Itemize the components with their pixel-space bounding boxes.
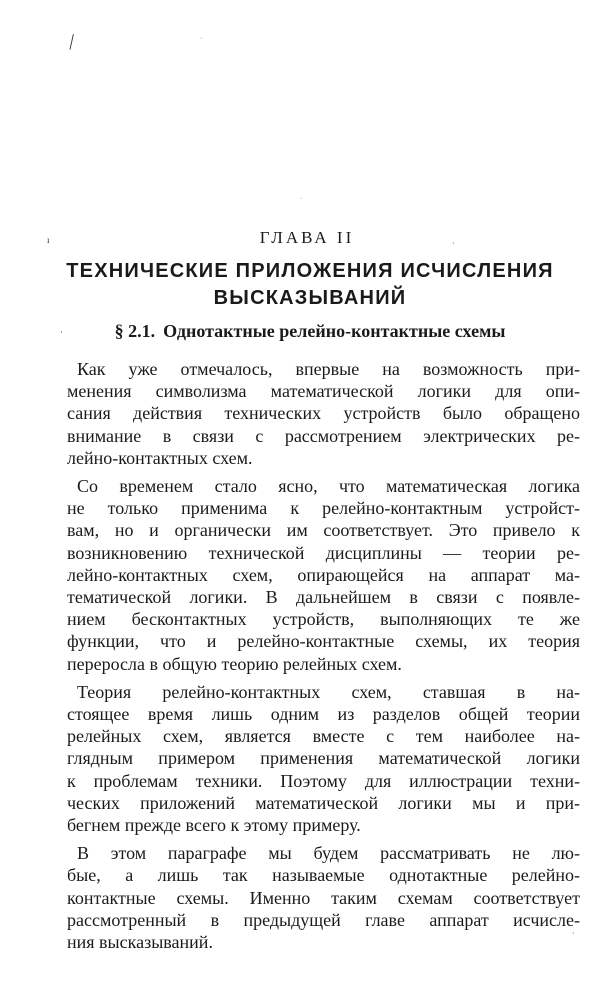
scan-speck: · <box>300 196 302 202</box>
text-line: лейно-контактных схем, опирающейся на аппарат ма- <box>67 564 580 585</box>
text-line: тематической логики. В дальнейшем в связи с появле- <box>67 587 580 608</box>
paragraph <box>67 358 580 469</box>
text-line: переросла в общую теорию релейных схем. <box>67 653 402 674</box>
text-line: возникновению технической дисциплины — теории ре- <box>67 542 580 563</box>
text-line: стоящее время лишь одним из разделов общей теории <box>67 704 580 725</box>
text-line: рассмотренный в предыдущей главе аппарат исчисле- <box>67 909 580 930</box>
text-line: ческих приложений математической логики мы и при- <box>67 792 580 813</box>
text-line: лейно-контактных схем. <box>67 447 253 468</box>
text-line: бегнем прежде всего к этому примеру. <box>67 815 361 836</box>
scan-speck: ı <box>47 235 50 245</box>
text-line: контактные схемы. Именно таким схемам соответствует <box>67 887 580 908</box>
text-line: вам, но и органически им соответствует. Это привело к <box>67 520 580 541</box>
section-heading <box>60 318 560 344</box>
section-title: Однотактные релейно-контактные схемы <box>163 321 506 341</box>
section-number: § 2.1. <box>114 321 156 341</box>
paragraph <box>67 475 580 675</box>
scan-speck: · <box>200 36 202 42</box>
text-line: Теория релейно-контактных схем, ставшая в на- <box>77 681 580 702</box>
scan-speck: · <box>452 239 455 248</box>
text-line: функции, что и релейно-контактные схемы, их теория <box>67 631 580 652</box>
text-line: Как уже отмечалось, впервые на возможность при- <box>77 359 580 379</box>
chapter-label: ГЛАВА II <box>259 228 355 247</box>
chapter-title-line: ВЫСКАЗЫВАНИЙ <box>213 287 407 309</box>
text-line: нием бесконтактных устройств, выполняющих те же <box>67 609 580 630</box>
text-line: внимание в связи с рассмотрением электрических ре- <box>67 425 580 446</box>
text-line: бые, а лишь так называемые однотактные релейно- <box>67 865 580 886</box>
scan-speck: · <box>572 929 575 938</box>
text-line: релейных схем, является вместе с тем наиболее на- <box>67 726 580 747</box>
chapter-title-line: ТЕХНИЧЕСКИЕ ПРИЛОЖЕНИЯ ИСЧИСЛЕНИЯ <box>66 260 554 282</box>
text-line: Со временем стало ясно, что математическая логика <box>77 476 580 497</box>
text-line: менения символизма математической логики для опи- <box>67 381 580 402</box>
paragraph <box>67 681 580 836</box>
text-line: В этом параграфе мы будем рассматривать не лю- <box>77 843 580 864</box>
text-line: глядным примером применения математической логики <box>67 748 580 769</box>
paragraph <box>67 842 580 953</box>
text-line: не только применима к релейно-контактным устройст- <box>67 498 580 519</box>
text-line: к проблемам техники. Поэтому для иллюстрации техни- <box>67 770 580 791</box>
text-line: сания действия технических устройств было обращено <box>67 403 580 424</box>
chapter-title <box>40 258 580 312</box>
body-text <box>67 358 580 953</box>
scan-speck: · <box>60 327 63 337</box>
scan-speck: ╲ <box>64 34 79 50</box>
text-line: ния высказываний. <box>67 932 213 953</box>
